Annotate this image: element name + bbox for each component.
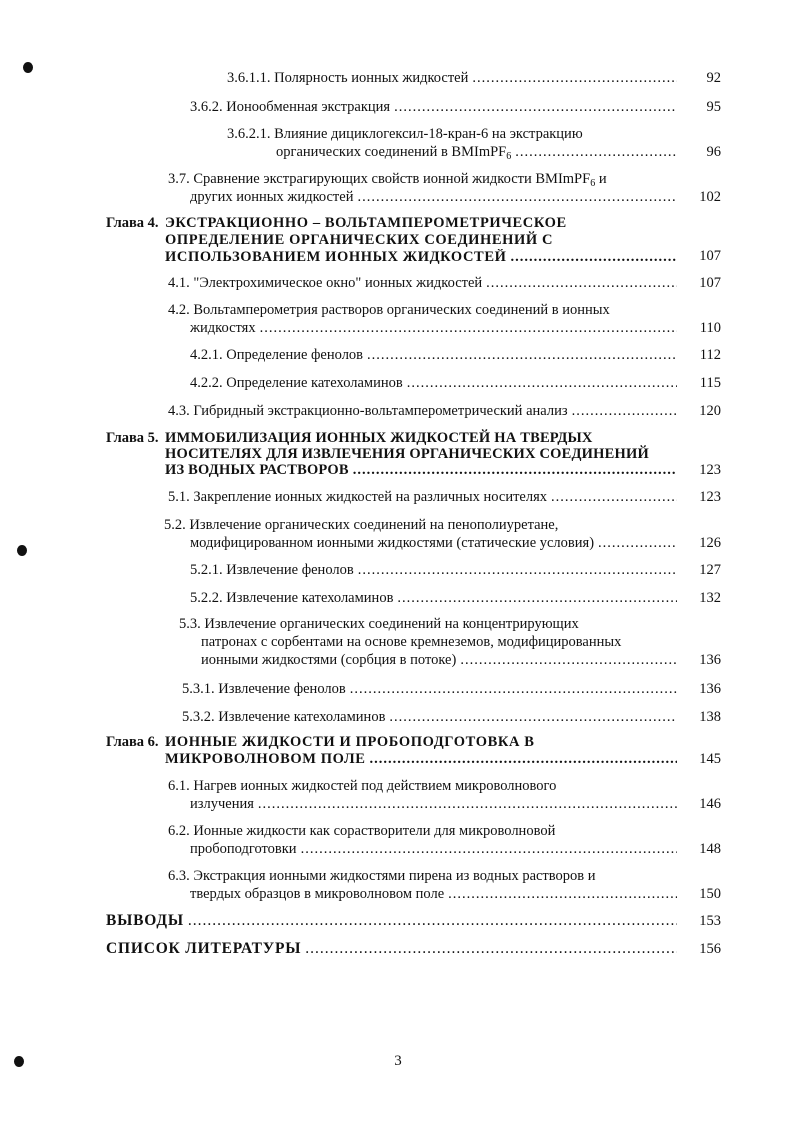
leader-dots [448,886,677,902]
toc-entry: 4.2.2. Определение катехоламинов ..... [190,375,677,391]
toc-page-number: 127 [699,562,721,578]
toc-page-number: 126 [699,535,721,551]
toc-page-number: 110 [699,320,721,336]
leader-dots [358,562,677,578]
leader-dots [598,535,677,551]
toc-entry: 5.3.1. Извлечение фенолов ..... [182,681,677,697]
toc-page-number: 136 [699,681,721,697]
toc-entry: 3.6.2. Ионообменная экстракция ..... [190,99,677,115]
toc-page-number: 115 [699,375,721,391]
toc-entry: 4.3. Гибридный экстракционно-вольтамперометрический анализ ..... [168,403,677,419]
toc-entry: 5.3.2. Извлечение катехоламинов ..... [182,709,677,725]
leader-dots [260,320,677,336]
toc-entry: 4.1. "Электрохимическое окно" ионных жидкостей ..... [168,275,677,291]
toc-chapter-label: Глава 4. [106,215,159,231]
leader-dots [301,841,677,857]
toc-page-number: 96 [706,144,721,160]
toc-entry: 6.1. Нагрев ионных жидкостей под действием микроволнового излучения ..... [168,778,677,812]
toc-entry: 6.2. Ионные жидкости как сорастворители для микроволновой пробоподготовки ..... [168,823,677,857]
toc-page-number: 156 [699,941,721,957]
leader-dots [486,275,677,291]
toc-page-number: 148 [699,841,721,857]
toc-page-number: 107 [699,248,721,264]
toc-entry: 5.2.2. Извлечение катехоламинов ..... [190,590,677,606]
toc-entry: 4.2. Вольтамперометрия растворов органических соединений в ионных жидкостях ..... [168,302,677,336]
leader-dots [394,99,677,115]
punch-hole-mark [23,62,33,73]
leader-dots [389,709,677,725]
toc-page-number: 120 [699,403,721,419]
toc-chapter-label: Глава 5. [106,430,159,446]
toc-entry: 5.2.1. Извлечение фенолов ..... [190,562,677,578]
toc-page-number: 136 [699,652,721,668]
leader-dots [305,941,677,957]
leader-dots [367,347,677,363]
toc-entry: 3.7. Сравнение экстрагирующих свойств ионной жидкости BMImPF$_6$ и других ионных жидкостей ..... [168,171,677,205]
leader-dots [397,590,677,606]
toc-page-number: 123 [699,462,721,478]
toc-entry-references: СПИСОК ЛИТЕРАТУРЫ ..... [106,941,677,957]
page-number: 3 [394,1053,402,1069]
toc-entry: 5.2. Извлечение органических соединений на пенополиуретане, модифицированном ионными жидкостями (статические условия) ..... [164,517,677,551]
toc-page-number: 146 [699,796,721,812]
leader-dots [370,751,678,767]
toc-page-number: 123 [699,489,721,505]
leader-dots [407,375,677,391]
toc-page-number: 102 [699,189,721,205]
toc-page-number: 132 [699,590,721,606]
leader-dots [353,462,677,478]
leader-dots [350,681,677,697]
toc-page-number: 107 [699,275,721,291]
leader-dots [551,489,677,505]
toc-chapter-label: Глава 6. [106,734,159,750]
leader-dots [472,70,677,86]
toc-entry: 3.6.2.1. Влияние дициклогексил-18-кран-6 на экстракцию органических соединений в BMImPF$_6$ ..... [227,126,677,160]
leader-dots [188,913,677,929]
leader-dots [460,652,677,668]
toc-entry: 5.1. Закрепление ионных жидкостей на различных носителях ..... [168,489,677,505]
leader-dots [510,249,677,265]
toc-page-number: 138 [699,709,721,725]
toc-entry-conclusions: ВЫВОДЫ ..... [106,913,677,929]
toc-page-number: 92 [706,70,721,86]
punch-hole-mark [17,545,27,556]
toc-chapter-entry: ЭКСТРАКЦИОННО – ВОЛЬТАМПЕРОМЕТРИЧЕСКОЕ ОПРЕДЕЛЕНИЕ ОРГАНИЧЕСКИХ СОЕДИНЕНИЙ С ИСПОЛЬЗОВАНИЕМ ИОННЫХ ЖИДКОСТЕЙ ..... [165,215,677,265]
toc-page-number: 145 [699,751,721,767]
leader-dots [357,189,677,205]
toc-entry: 6.3. Экстракция ионными жидкостями пирена из водных растворов и твердых образцов в микроволновом поле ..... [168,868,677,902]
toc-chapter-entry: ИММОБИЛИЗАЦИЯ ИОННЫХ ЖИДКОСТЕЙ НА ТВЕРДЫХ НОСИТЕЛЯХ ДЛЯ ИЗВЛЕЧЕНИЯ ОРГАНИЧЕСКИХ СОЕДИНЕНИЙ ИЗ ВОДНЫХ РАСТВОРОВ ..... [165,430,677,478]
toc-page-number: 112 [699,347,721,363]
leader-dots [572,403,677,419]
toc-page-number: 150 [699,886,721,902]
toc-entry: 5.3. Извлечение органических соединений на концентрирующих патронах с сорбентами на основе кремнеземов, модифицированных ионными жидкостями (сорбция в потоке) ..... [179,616,677,668]
leader-dots [515,144,677,160]
leader-dots [258,796,677,812]
toc-entry: 4.2.1. Определение фенолов ..... [190,347,677,363]
toc-page-number: 95 [706,99,721,115]
toc-page-number: 153 [699,913,721,929]
toc-entry: 3.6.1.1. Полярность ионных жидкостей ..... [227,70,677,86]
toc-chapter-entry: ИОННЫЕ ЖИДКОСТИ И ПРОБОПОДГОТОВКА В МИКРОВОЛНОВОМ ПОЛЕ ..... [165,734,677,767]
